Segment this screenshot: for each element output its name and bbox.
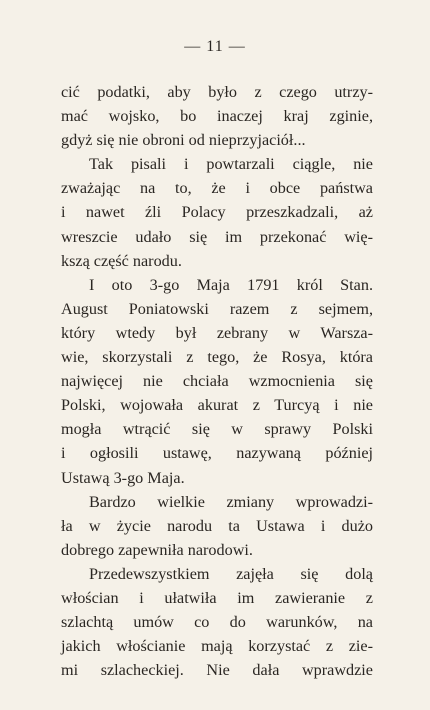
text-line: i nawet źli Polacy przeszkadzali, aż bbox=[61, 203, 373, 222]
text-line: zważając na to, że i obce państwa bbox=[61, 179, 373, 198]
text-line: włościan i ułatwiła im zawieranie z bbox=[61, 588, 373, 607]
text-line: Ustawą 3-go Maja. bbox=[61, 468, 185, 487]
body-text bbox=[61, 80, 373, 682]
page-number: — 11 — bbox=[184, 38, 246, 55]
text-line: najwięcej nie chciała wzmocnienia się bbox=[61, 372, 373, 391]
text-line: I oto 3-go Maja 1791 król Stan. bbox=[89, 275, 373, 294]
text-line: ła w życie narodu ta Ustawa i dużo bbox=[61, 516, 373, 535]
text-line: gdyż się nie obroni od nieprzyjaciół... bbox=[61, 131, 306, 150]
paragraph bbox=[61, 562, 373, 682]
text-line: jakich włościanie mają korzystać z zie- bbox=[61, 637, 373, 656]
text-line: dobrego zapewniła narodowi. bbox=[61, 540, 253, 559]
text-line: Bardzo wielkie zmiany wprowadzi- bbox=[89, 492, 373, 511]
paragraph bbox=[61, 273, 373, 490]
text-line: i ogłosili ustawę, nazywaną później bbox=[61, 444, 373, 463]
text-line: cić podatki, aby było z czego utrzy- bbox=[61, 83, 373, 101]
text-line: August Poniatowski razem z sejmem, bbox=[61, 299, 373, 318]
text-line: wreszcie udało się im przekonać wię- bbox=[61, 227, 373, 246]
text-line: wie, skorzystali z tego, że Rosya, która bbox=[61, 348, 373, 367]
paragraph bbox=[61, 80, 373, 152]
text-line: Przedewszystkiem zajęła się dolą bbox=[89, 564, 373, 583]
paragraph bbox=[61, 490, 373, 562]
text-line: który wtedy był zebrany w Warsza- bbox=[61, 323, 373, 342]
text-line: Tak pisali i powtarzali ciągle, nie bbox=[89, 155, 373, 174]
text-line: mać wojsko, bo inaczej kraj zginie, bbox=[61, 107, 373, 126]
text-line: szlachtą umów co do warunków, na bbox=[61, 613, 373, 632]
text-line: Polski, wojowała akurat z Turcyą i nie bbox=[61, 396, 373, 415]
text-line: mi szlacheckiej. Nie dała wprawdzie bbox=[61, 661, 373, 680]
text-line: kszą część narodu. bbox=[61, 251, 182, 270]
text-line: mogła wtrącić się w sprawy Polski bbox=[61, 420, 373, 439]
paragraph bbox=[61, 152, 373, 272]
